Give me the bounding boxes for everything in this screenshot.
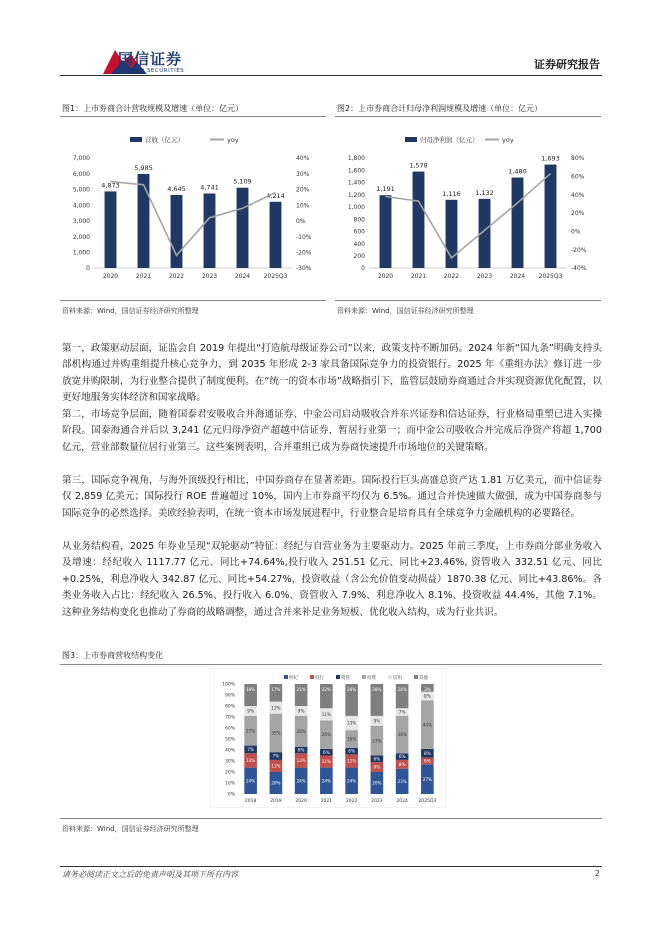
fig1-y2-tick: 10%	[296, 202, 310, 210]
fig2-x-tick: 2024	[509, 273, 526, 280]
fig2-bar-label: 1,191	[376, 185, 395, 194]
fig1-y-tick: 4,000	[72, 202, 90, 210]
fig3-y-tick: 10%	[224, 781, 235, 787]
header-divider	[60, 75, 602, 76]
fig2-x-tick: 2021	[410, 273, 427, 280]
fig3-x-tick: 2022	[345, 799, 358, 804]
fig2-legend-line-label: yoy	[502, 136, 514, 144]
fig3-segment-label: 6%	[348, 748, 355, 754]
fig3-y-tick: 20%	[224, 770, 235, 776]
fig2-x-tick: 2025Q3	[538, 273, 563, 280]
fig2-y-tick: 800	[353, 216, 365, 224]
fig3-segment-label: 8%	[398, 761, 406, 767]
figure3-title: 图3：上市券商营收结构变化	[62, 651, 164, 660]
figure2-title: 图2：上市券商合计归母净利润规模及增速（单位：亿元）	[337, 104, 543, 113]
fig3-segment-label: 24%	[346, 778, 357, 784]
fig1-bar-label: 4,214	[266, 191, 285, 200]
fig2-bar	[512, 178, 524, 268]
fig2-bar	[413, 172, 425, 268]
fig1-y2-tick: 30%	[296, 170, 310, 178]
fig2-bar	[545, 165, 557, 268]
fig1-bar	[237, 188, 249, 268]
fig3-legend-label: 经纪	[289, 676, 298, 681]
fig1-legend-bar-label: 营收（亿元）	[145, 136, 184, 144]
fig1-y-tick: 3,000	[72, 218, 90, 226]
fig3-y-tick: 90%	[224, 693, 235, 699]
fig2-y-tick: 1,400	[347, 179, 365, 187]
fig3-segment-label: 12%	[346, 758, 357, 764]
fig3-segment-label: 9%	[247, 708, 254, 714]
fig1-bar-label: 4,645	[167, 185, 186, 194]
fig3-y-tick: 30%	[224, 759, 235, 765]
fig2-x-tick: 2023	[476, 273, 493, 280]
fig1-y2-tick: -20%	[296, 249, 312, 257]
fig3-y-tick: 80%	[224, 704, 235, 710]
fig3-legend-label: 其他	[419, 676, 428, 681]
figure3-source: 资料来源：Wind，国信证券经济研究所整理	[62, 825, 199, 833]
paragraph-competition: 第二，市场竞争层面，随着国泰君安吸收合并海通证券、中金公司启动吸收合并东兴证券和信达证券，行业格局重塑已进入实操阶段。国泰海通合并后以 3,241 亿元归母净资产超越中信证券，暂居行业第一；而中金公司吸收合并完成后净资产将超 1,700 亿元，营业部数量位居行业第三。这些案例表明，合并重组已成为券商快速提升市场地位的关键策略。	[62, 409, 602, 453]
fig3-legend-swatch	[388, 675, 392, 679]
fig3-segment-label: 6%	[297, 747, 305, 753]
fig2-y-tick: 400	[353, 240, 365, 248]
footer-divider	[60, 866, 602, 867]
fig1-bar	[270, 202, 282, 268]
fig2-bar-label: 1,132	[475, 188, 494, 197]
fig3-segment-label: 8%	[424, 750, 431, 756]
fig2-y-tick: 200	[353, 252, 365, 260]
fig3-segment-label: 7%	[272, 753, 280, 759]
fig1-y2-tick: -10%	[296, 233, 312, 241]
fig2-x-tick: 2020	[377, 273, 394, 280]
fig2-yoy-line	[386, 174, 551, 258]
fig3-y-tick: 100%	[222, 682, 235, 688]
fig3-segment-label: 20%	[372, 780, 382, 786]
report-type: 证券研究报告	[534, 58, 600, 71]
fig3-segment-label: 13%	[346, 720, 357, 726]
figure1-chart	[60, 118, 326, 290]
fig3-legend-label: 资管	[341, 676, 350, 681]
fig2-y2-tick: -20%	[571, 246, 587, 254]
fig1-y-tick: 5,000	[72, 186, 90, 194]
fig3-segment-label: 6%	[373, 756, 381, 762]
fig1-x-tick: 2021	[135, 273, 152, 280]
fig3-segment-label: 27%	[372, 738, 382, 744]
fig1-y-tick: 1,000	[72, 249, 90, 257]
fig1-y2-tick: 0%	[296, 218, 306, 226]
figure2-source: 资料来源：Wind，国信证券经济研究所整理	[337, 307, 474, 315]
fig3-legend-swatch	[414, 675, 418, 679]
paragraph-business-structure: 从业务结构看，2025 年券业呈现“双轮驱动”特征：经纪与自营业务为主要驱动力。2025 年前三季度，上市券商分部业务收入及增速：经纪收入 1117.77 亿元、同比+74.64%,投行收入 251.51 亿元、同比+23.46%, 资管收入 332.51 亿元、同比+0.25%，利息净收入 342.87 亿元、同比+54.27%，投资收益（含公允价值变动损益）1870.38 亿元、同比+43.86%。各类业务收入占比：经纪收入 26.5%、投行收入 6.0%、资管收入 7.9%、利息净收入 8.1%、投资收益 44.4%，其他 7.1%。这种业务结构变化也推动了券商的战略调整，通过合并来补足业务短板、优化收入结构，成为行业共识。	[62, 541, 602, 618]
fig3-segment-label: 24%	[296, 778, 306, 784]
fig3-segment-label: 7%	[247, 747, 254, 753]
fig3-top-label: 28%	[372, 687, 382, 692]
fig2-y-tick: 600	[353, 228, 365, 236]
fig2-legend-bar-swatch	[405, 137, 417, 142]
fig2-bar-label: 1,693	[541, 154, 560, 163]
fig1-y2-tick: 40%	[296, 155, 310, 163]
fig3-x-tick: 2023	[371, 799, 383, 804]
figure3-bottom-rule	[60, 818, 602, 819]
footer-disclaimer: 请务必阅读正文之后的免责声明及其项下所有内容	[62, 870, 238, 879]
fig3-segment-label: 24%	[245, 778, 256, 784]
fig2-y2-tick: 60%	[571, 173, 585, 181]
fig3-y-tick: 60%	[224, 726, 235, 732]
fig3-legend-swatch	[336, 675, 340, 679]
fig3-y-tick: 40%	[224, 748, 235, 754]
paragraph-international: 第三，国际竞争视角，与海外顶级投行相比，中国券商存在显著差距。国际投行巨头高盛总资产达 1.81 万亿美元，而中信证券仅 2,859 亿美元；国际投行 ROE 普遍超过 10%，国内上市券商平均仅为 6.5%。通过合并快速做大做强，成为中国券商参与国际竞争的必然选择。美欧经验表明，在统一资本市场发展进程中，行业整合是培育具有全球竞争力金融机构的必要路径。	[62, 475, 602, 519]
fig1-bar-label: 4,873	[101, 181, 120, 190]
fig3-segment-label: 11%	[271, 705, 281, 711]
fig3-x-tick: 2018	[244, 799, 257, 804]
fig3-segment-label: 23%	[397, 778, 407, 784]
fig3-top-label: 22%	[321, 687, 332, 692]
fig1-x-tick: 2022	[168, 273, 185, 280]
fig1-yoy-line	[111, 182, 276, 256]
fig1-x-tick: 2020	[102, 273, 119, 280]
fig3-top-label: 3%	[424, 687, 431, 692]
fig3-segment-label: 24%	[321, 778, 332, 784]
fig1-x-tick: 2025Q3	[263, 273, 288, 280]
fig1-y-tick: 0	[86, 265, 90, 273]
fig2-y2-tick: 40%	[571, 191, 585, 199]
fig3-segment-label: 35%	[271, 730, 281, 736]
fig1-bar-label: 5,985	[134, 163, 153, 172]
fig2-y2-tick: -40%	[571, 265, 587, 273]
figure2-bottom-rule	[335, 300, 601, 301]
figure3-chart	[210, 668, 446, 808]
fig3-segment-label: 27%	[245, 728, 256, 734]
fig1-x-tick: 2024	[234, 273, 251, 280]
fig2-y-tick: 1,600	[347, 167, 365, 175]
fig2-bar	[380, 195, 392, 268]
fig1-y-tick: 6,000	[72, 170, 90, 178]
fig3-legend-swatch	[310, 675, 314, 679]
fig3-segment-label: 9%	[373, 718, 381, 724]
fig3-segment-label: 11%	[321, 759, 332, 765]
fig3-segment-label: 16%	[346, 736, 357, 742]
fig3-segment-label: 8%	[424, 693, 431, 699]
fig1-bar	[138, 174, 150, 268]
fig3-legend-label: 信用	[393, 676, 402, 681]
figure1-bottom-rule	[60, 300, 326, 301]
fig3-segment-label: 27%	[422, 776, 433, 782]
fig3-segment-label: 34%	[397, 732, 407, 738]
company-name-en: GUOSEN SECURITIES	[118, 68, 185, 74]
fig2-bar-label: 1,116	[442, 189, 461, 198]
fig3-segment-label: 6%	[424, 758, 431, 764]
fig1-x-tick: 2023	[201, 273, 218, 280]
fig2-legend-bar-label: 归母净利润（亿元）	[420, 136, 479, 144]
fig3-segment-label: 13%	[296, 758, 306, 764]
fig3-x-tick: 2021	[320, 799, 333, 804]
fig3-segment-label: 28%	[296, 728, 306, 734]
fig2-y2-tick: 0%	[571, 228, 581, 236]
fig1-y-tick: 7,000	[72, 155, 90, 163]
figure2-chart	[335, 118, 601, 290]
fig3-top-label: 24%	[397, 687, 407, 692]
fig3-segment-label: 9%	[373, 764, 381, 770]
fig1-bar	[171, 195, 183, 268]
figure3-top-rule	[60, 664, 602, 665]
fig2-bar-label: 1,480	[508, 167, 527, 176]
company-name: 国信证券	[118, 50, 183, 68]
fig3-x-tick: 2019	[270, 799, 282, 804]
fig1-bar-label: 5,109	[233, 177, 252, 186]
fig3-segment-label: 11%	[271, 763, 281, 769]
fig1-bar	[204, 193, 216, 268]
fig2-y-tick: 1,800	[347, 155, 365, 163]
fig3-legend-swatch	[284, 675, 288, 679]
fig3-segment-label: 20%	[271, 780, 281, 786]
fig3-top-label: 21%	[296, 687, 306, 692]
fig3-top-label: 18%	[245, 687, 256, 692]
fig2-x-tick: 2022	[443, 273, 460, 280]
fig3-segment-label: 13%	[245, 758, 256, 764]
fig3-y-tick: 50%	[224, 737, 235, 743]
figure1-top-rule	[60, 116, 326, 117]
fig3-top-label: 17%	[271, 687, 281, 692]
fig3-segment-label: 6%	[323, 749, 330, 755]
fig3-segment-label: 6%	[398, 754, 406, 760]
fig3-legend-label: 投资	[367, 676, 376, 681]
fig1-legend-bar-swatch	[130, 137, 142, 142]
paragraph-policy: 第一，政策驱动层面，证监会自 2019 年提出“打造航母级证券公司”以来，政策支持不断加码。2024 年新“国九条”明确支持头部机构通过并购重组提升核心竞争力，到 2035 年形成 2-3 家具备国际竞争力的投资银行。2025 年《重组办法》修订进一步放宽并购限制，为行业整合提供了制度便利。在“统一的资本市场”战略指引下，监管层鼓励券商通过合并实现资源优化配置，以更好地服务实体经济和国家战略。	[62, 343, 602, 404]
fig2-bar-label: 1,578	[409, 161, 428, 170]
fig3-legend-swatch	[362, 675, 366, 679]
fig3-x-tick: 2025Q3	[418, 799, 437, 804]
fig2-y-tick: 1,000	[347, 204, 365, 212]
figure2-top-rule	[335, 116, 601, 117]
fig3-x-tick: 2020	[295, 799, 307, 804]
figure1-title: 图1：上市券商合计营收规模及增速（单位：亿元）	[62, 104, 244, 113]
fig1-y2-tick: -30%	[296, 265, 312, 273]
fig3-segment-label: 11%	[321, 711, 332, 717]
fig3-y-tick: 70%	[224, 715, 235, 721]
fig1-bar	[105, 191, 117, 268]
fig3-segment-label: 7%	[398, 709, 406, 715]
figure1-source: 资料来源：Wind，国信证券经济研究所整理	[62, 307, 199, 315]
fig2-y2-tick: 20%	[571, 210, 585, 218]
fig3-top-label: 28%	[346, 687, 357, 692]
page-number: 2	[594, 869, 600, 878]
fig1-bar-label: 4,741	[200, 183, 219, 192]
fig1-legend-line-label: yoy	[227, 136, 239, 144]
fig2-y-tick: 0	[361, 265, 365, 273]
fig3-y-tick: 0%	[227, 792, 235, 798]
fig2-y-tick: 1,200	[347, 191, 365, 199]
fig1-y-tick: 2,000	[72, 233, 90, 241]
fig3-segment-label: 26%	[321, 732, 332, 738]
fig3-legend-label: 投行	[315, 676, 324, 681]
fig3-segment-label: 44%	[422, 722, 433, 728]
fig3-segment-label: 9%	[297, 708, 305, 714]
fig1-y2-tick: 20%	[296, 186, 310, 194]
fig2-y2-tick: 80%	[571, 155, 585, 163]
fig3-x-tick: 2024	[396, 799, 408, 804]
